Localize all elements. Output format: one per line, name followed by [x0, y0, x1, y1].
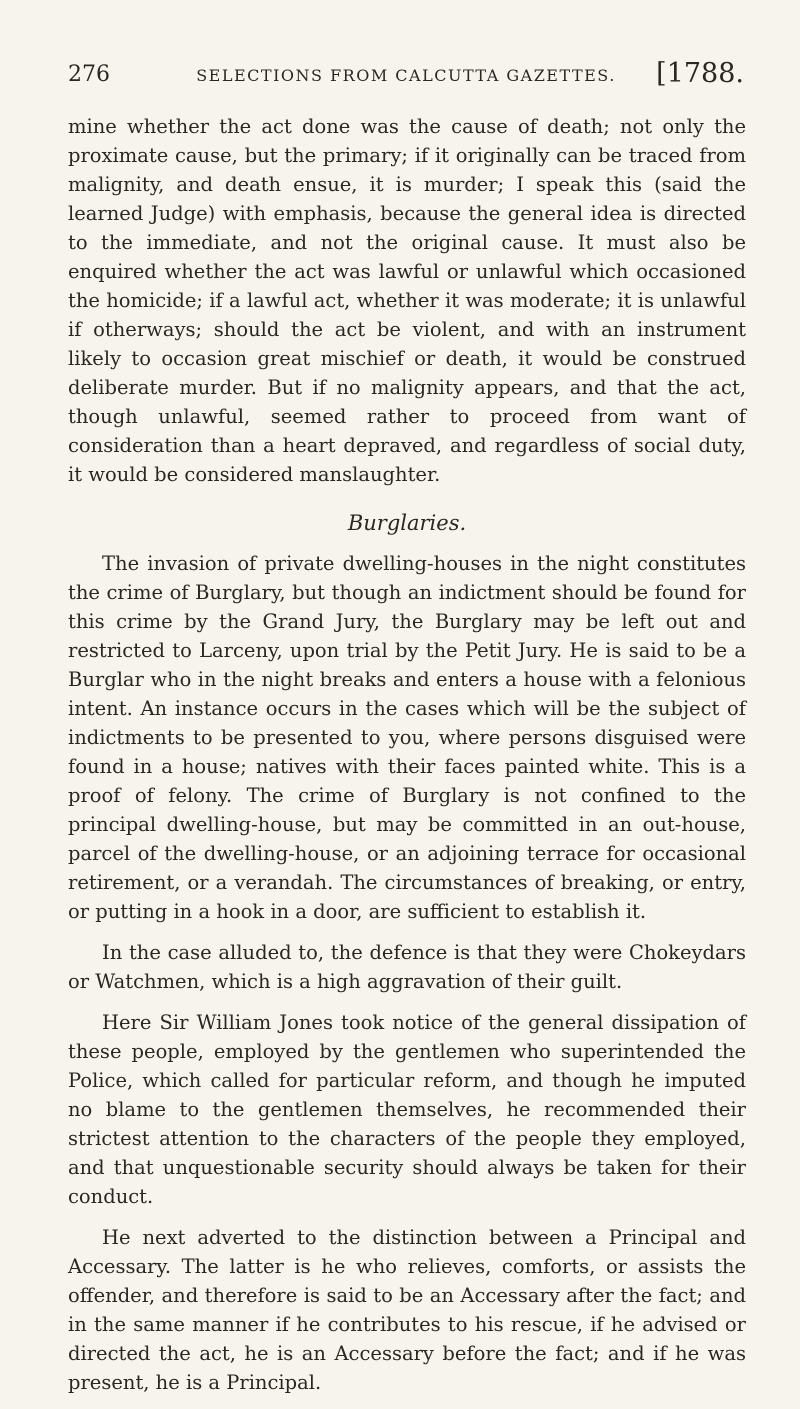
paragraph-continued: mine whether the act done was the cause of death; not only the proximate cause, but the primary; if it originally can be traced from malignity, and death ensue, it is murder; I speak this (said the learned Judge) with emphasis, because the general idea is directed to the immediate, and not the original cause. It must also be enquired whether the act was lawful or unlawful which occasioned the homicide; if a lawful act, whether it was moderate; it is unlawful if otherways; should the act be violent, and with an instrument likely to occasion great mischief or death, it would be construed deliberate murder. But if no malignity appears, and that the act, though unlawful, seemed rather to proceed from want of consideration than a heart depraved, and regardless of social duty, it would be considered manslaughter. — [68, 115, 746, 486]
paragraph: The invasion of private dwelling-houses in the night constitutes the crime of Burglary, but though an indictment should be found for this crime by the Grand Jury, the Burglary may be left out and restricted to Larceny, upon trial by the Petit Jury. He is said to be a Burglar who in the night breaks and enters a house with a felonious intent. An instance occurs in the cases which will be the subject of indictments to be presented to you, where persons disguised were found in a house; natives with their faces painted white. This is a proof of felony. The crime of Burglary is not confined to the principal dwelling-house, but may be committed in an out-house, parcel of the dwelling-house, or an adjoining terrace for occasional retirement, or a verandah. The circumstances of breaking, or entry, or putting in a hook in a door, are sufficient to establish it. — [68, 552, 746, 923]
page-number: 276 — [68, 62, 110, 87]
section-heading: Burglaries. — [347, 511, 467, 535]
paragraph: In the case alluded to, the defence is that they were Chokeydars or Watchmen, which is a high aggravation of their guilt. — [68, 941, 746, 993]
year-marker: [1788. — [656, 58, 744, 89]
paragraph: He next adverted to the distinction between a Principal and Accessary. The latter is he who relieves, comforts, or assists the offender, and therefore is said to be an Accessary after the fact; and in the same manner if he contributes to his rescue, if he advised or directed the act, he is an Accessary before the fact; and if he was present, he is a Principal. — [68, 1226, 746, 1394]
paragraph: Here Sir William Jones took notice of the general dissipation of these people, employed by the gentlemen who superintended the Police, which called for particular reform, and though he imputed no blame to the gentlemen themselves, he recommended their strictest attention to the characters of the people they employed, and that unquestionable security should always be taken for their conduct. — [68, 1011, 746, 1208]
page-header — [68, 56, 744, 96]
body-text — [68, 112, 746, 1409]
running-title: SELECTIONS FROM CALCUTTA GAZETTES. — [196, 66, 616, 85]
